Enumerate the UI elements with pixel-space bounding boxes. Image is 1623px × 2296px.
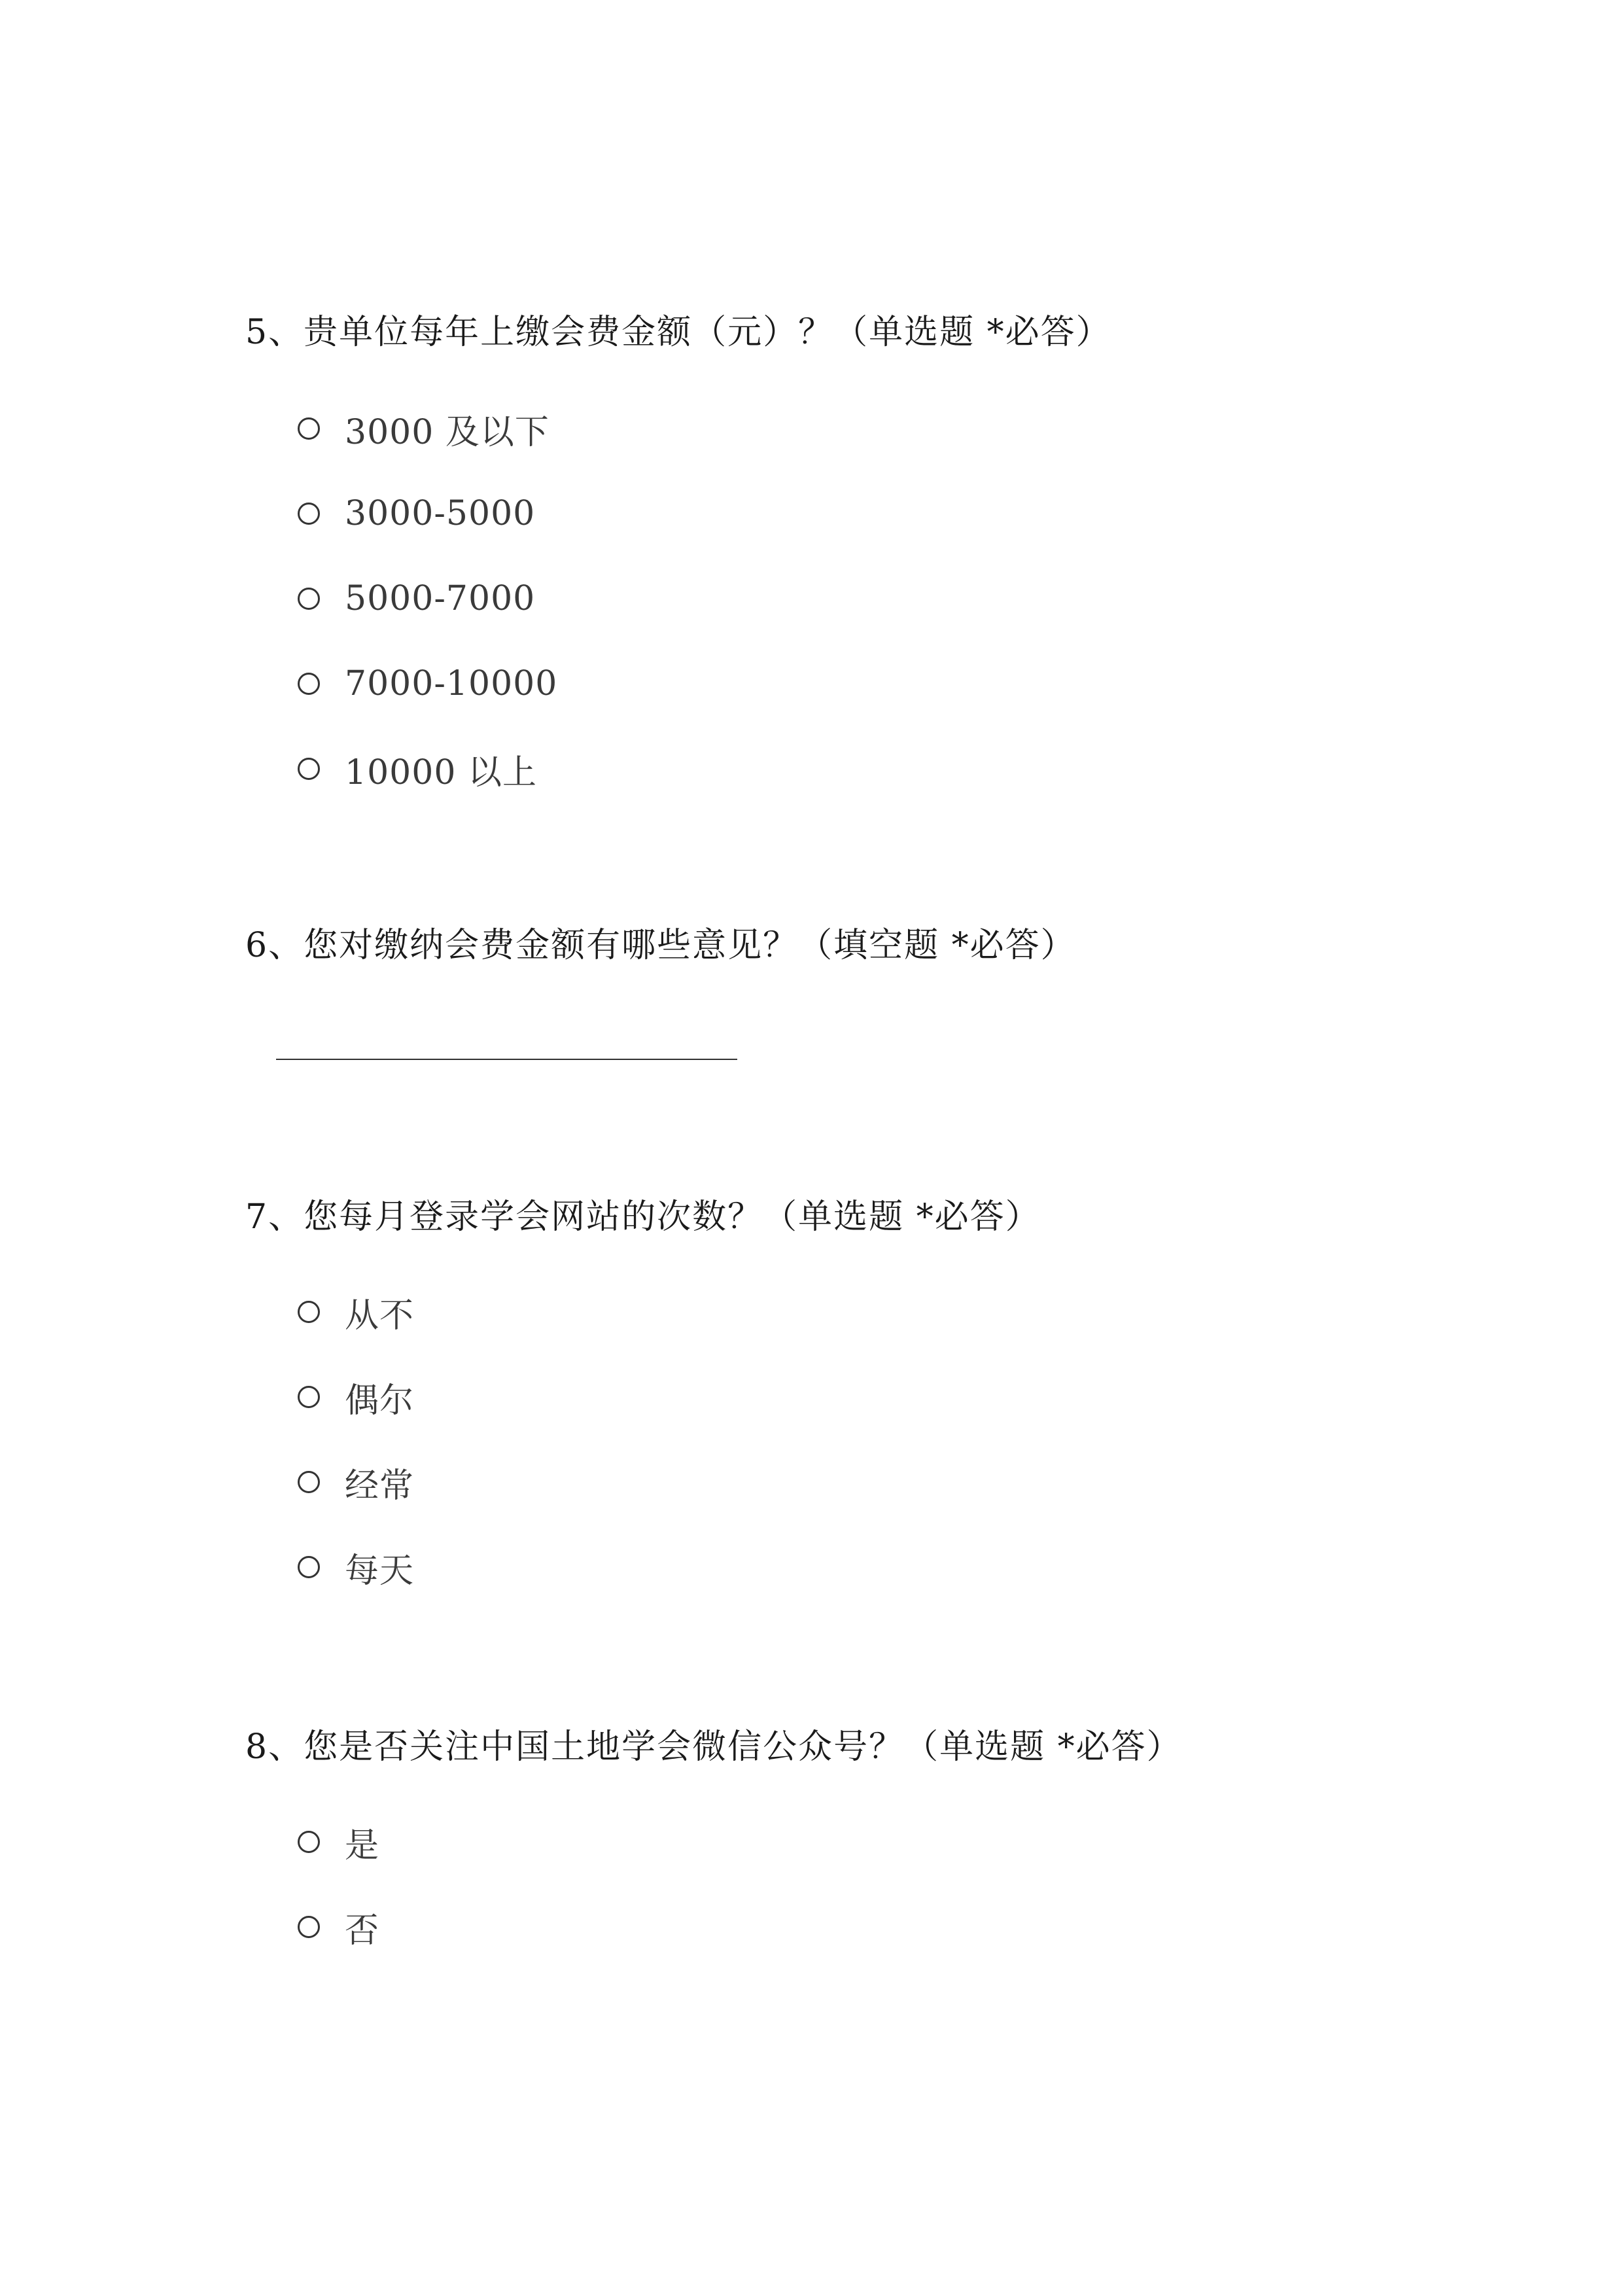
question-7-option-1[interactable] [298,1292,415,1335]
radio-icon[interactable] [298,1556,320,1578]
question-5-title: 5、贵单位每年上缴会费金额（元）？（单选题 *必答） [245,313,1111,352]
option-label: 偶尔 [345,1381,415,1421]
question-8-option-2[interactable] [298,1907,380,1951]
question-7-option-2[interactable] [298,1377,415,1421]
option-label: 3000 及以下 [345,412,550,452]
radio-icon[interactable] [298,1916,320,1938]
question-5-option-1[interactable] [298,409,550,452]
option-label: 5000-7000 [345,579,536,618]
question-8-option-1[interactable] [298,1822,380,1865]
question-7-option-3[interactable] [298,1462,415,1506]
question-7-option-4[interactable] [298,1547,415,1591]
question-5-option-5[interactable] [298,749,537,792]
question-7-title: 7、您每月登录学会网站的次数？（单选题 *必答） [245,1197,1041,1237]
radio-icon[interactable] [298,1471,320,1493]
option-label: 否 [345,1911,380,1951]
question-5-option-4[interactable] [298,664,557,703]
radio-icon[interactable] [298,417,320,440]
option-label: 每天 [345,1551,415,1591]
option-label: 7000-10000 [345,664,558,703]
question-5-option-3[interactable] [298,579,535,618]
radio-icon[interactable] [298,758,320,780]
radio-icon[interactable] [298,1386,320,1408]
option-label: 3000-5000 [345,494,536,533]
question-6-answer-line[interactable] [276,1059,737,1060]
question-5-option-2[interactable] [298,494,535,533]
radio-icon[interactable] [298,673,320,695]
radio-icon[interactable] [298,1831,320,1853]
radio-icon[interactable] [298,588,320,610]
radio-icon[interactable] [298,1301,320,1323]
option-label: 10000 以上 [345,752,537,792]
radio-icon[interactable] [298,503,320,525]
question-6-title: 6、您对缴纳会费金额有哪些意见？（填空题 *必答） [245,926,1076,965]
question-8-title: 8、您是否关注中国土地学会微信公众号？（单选题 *必答） [245,1727,1182,1767]
option-label: 是 [345,1826,380,1865]
option-label: 经常 [345,1466,415,1506]
option-label: 从不 [345,1296,415,1335]
